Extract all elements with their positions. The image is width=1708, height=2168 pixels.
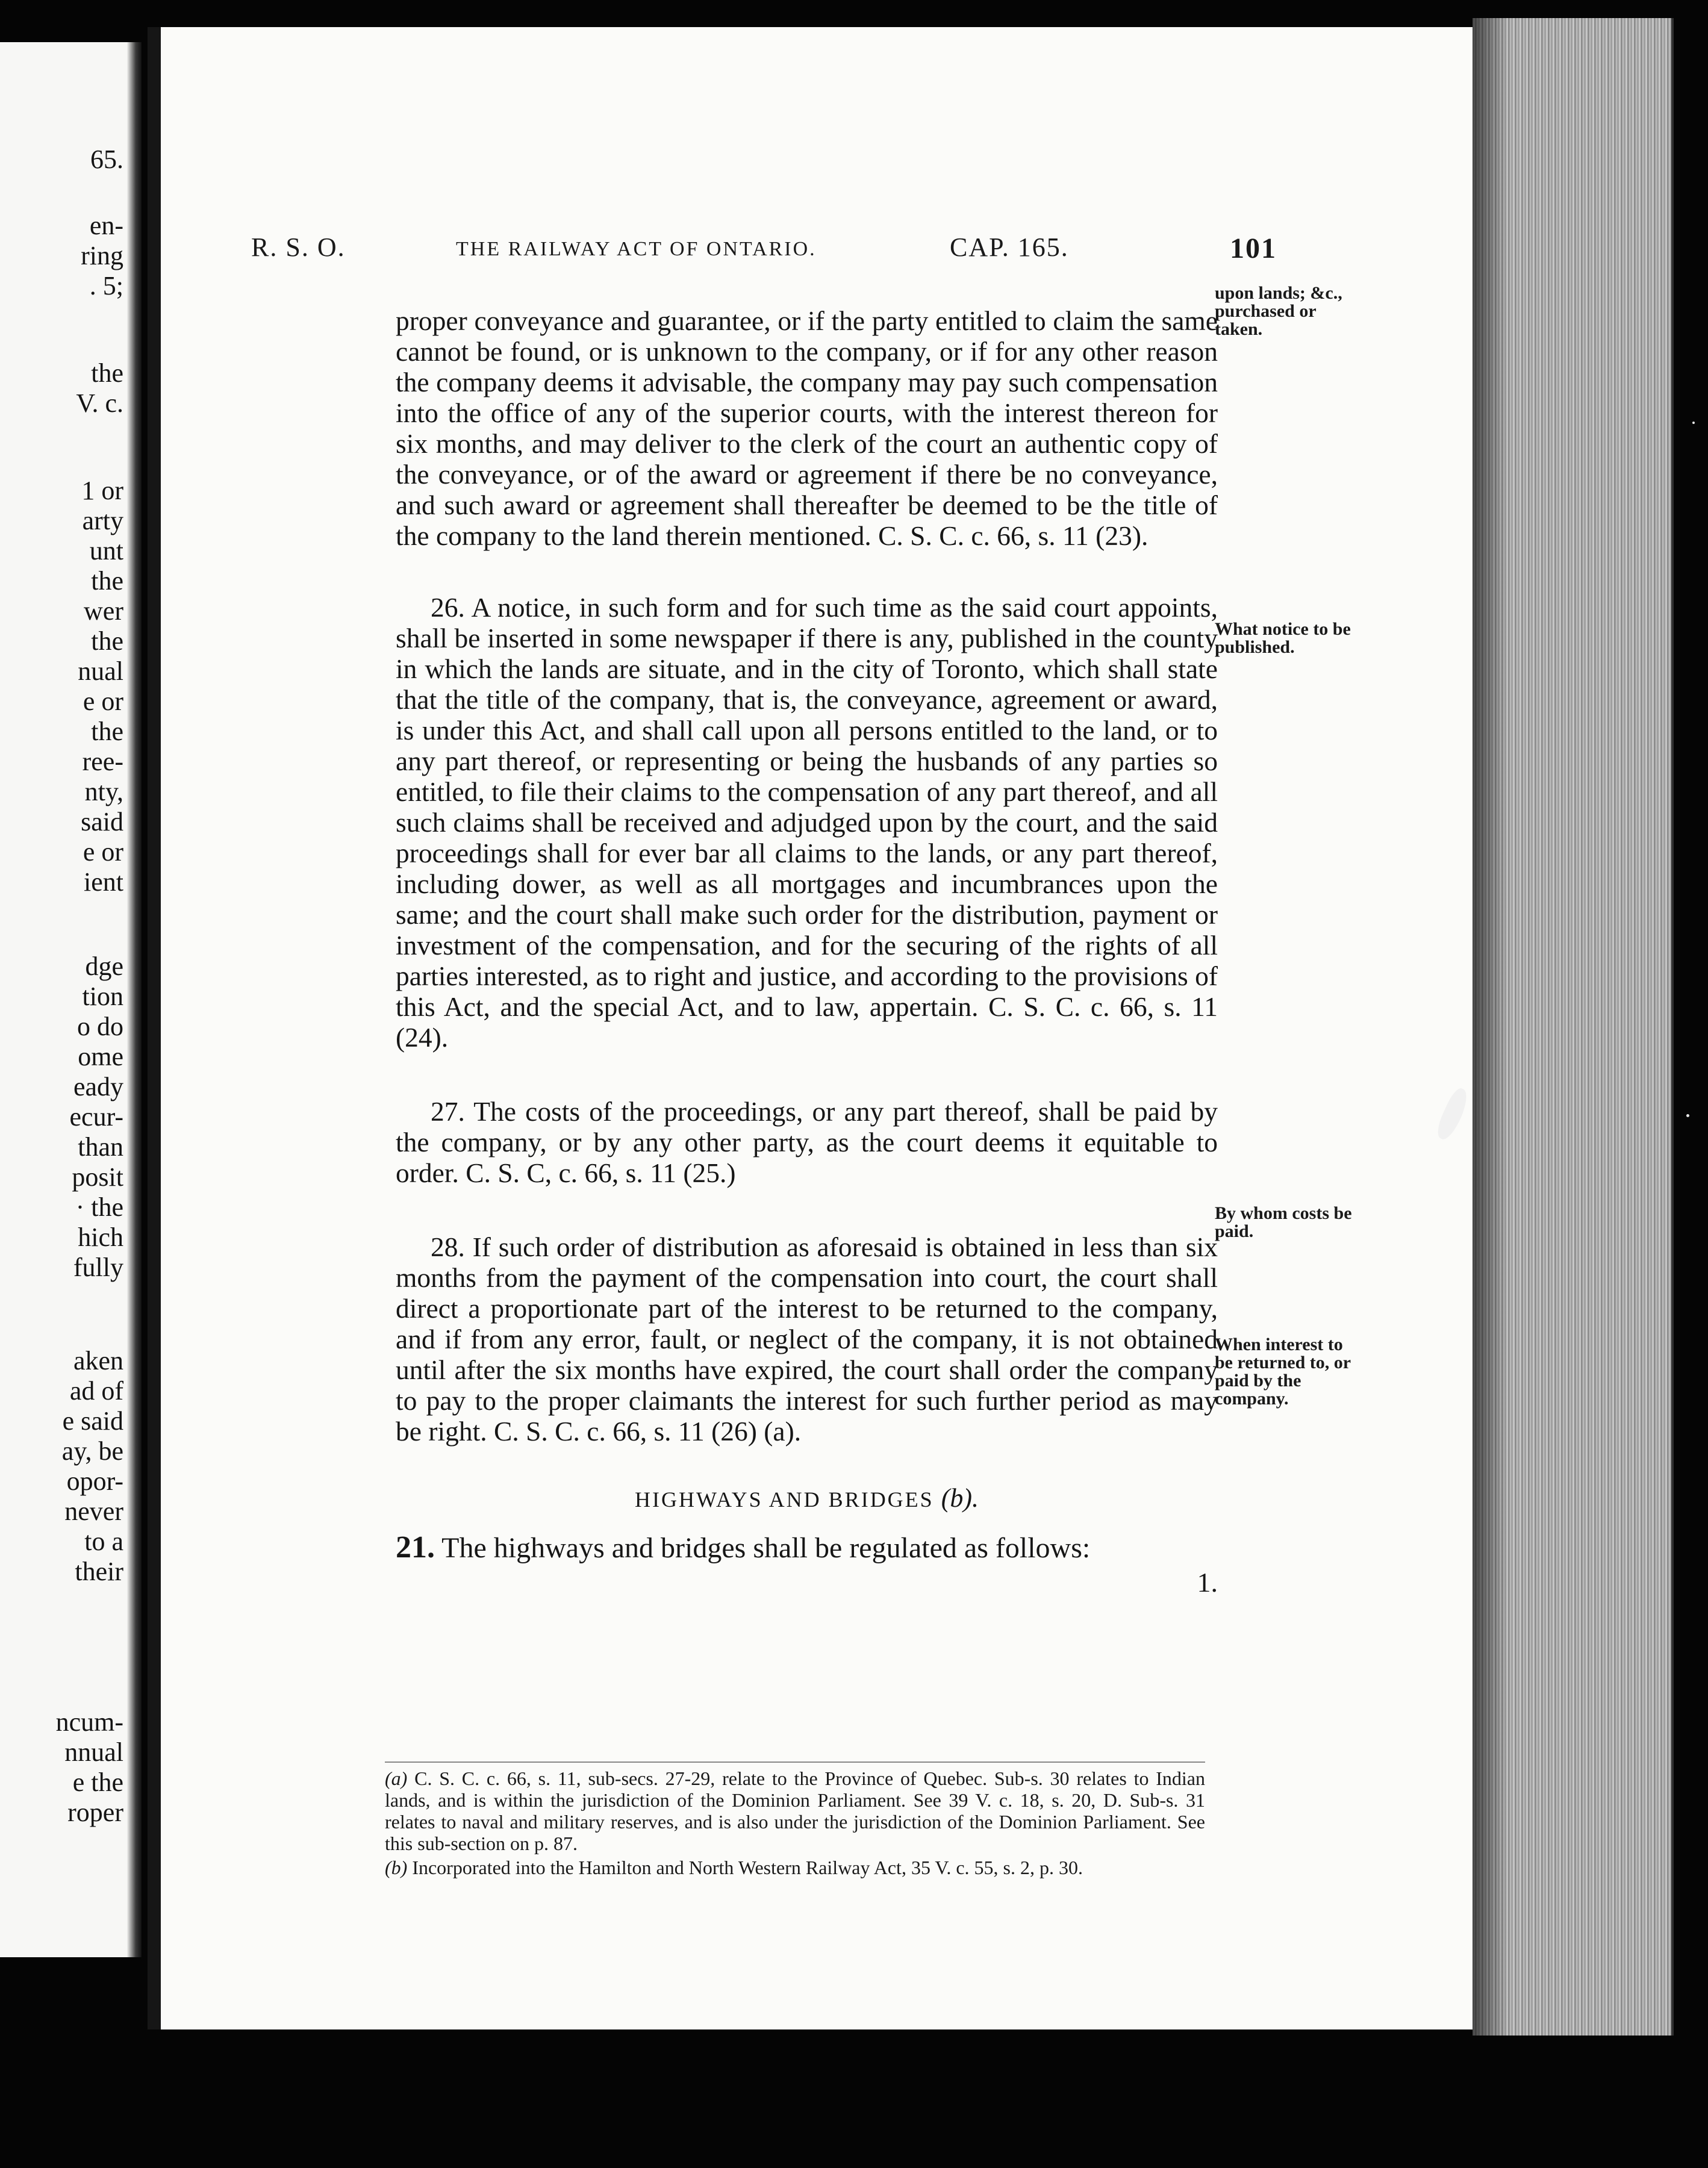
left-page-fragment: fully <box>73 1253 123 1282</box>
scan-speck <box>1692 422 1695 424</box>
left-page-fragment: nnual <box>64 1737 123 1767</box>
section-number: 21. <box>396 1530 435 1565</box>
left-page-fragment: en- <box>89 211 123 240</box>
left-page-fragment: . 5; <box>89 271 123 301</box>
left-page-gutter-shadow <box>127 42 142 1957</box>
left-page-fragment: · the <box>75 1192 123 1222</box>
left-facing-page <box>0 42 142 1957</box>
running-head-chapter: CAP. 165. <box>950 232 1069 262</box>
margin-note-interest: When interest to be returned to, or paid by the company. <box>1215 1335 1351 1409</box>
running-head-left: R. S. O. <box>251 232 346 262</box>
left-page-fragment: e or <box>83 687 123 716</box>
footnote-a <box>385 1768 1205 1854</box>
body-text <box>396 305 1218 1598</box>
left-page-fragment: ring <box>81 241 123 270</box>
section-21-lead <box>396 1532 1218 1563</box>
paper-smudge <box>1433 1086 1472 1142</box>
left-page-fragment: roper <box>67 1798 123 1827</box>
left-page-fragment: ient <box>84 867 123 897</box>
page-edge-stack <box>1473 18 1674 2036</box>
section-heading-text: HIGHWAYS AND BRIDGES <box>634 1487 934 1512</box>
margin-note-costs: By whom costs be paid. <box>1215 1203 1352 1241</box>
section-lead-text: The highways and bridges shall be regulated as follows: <box>441 1532 1091 1564</box>
left-page-fragment: nty, <box>84 777 123 806</box>
left-page-fragment: than <box>78 1132 123 1162</box>
left-page-fragment: o do <box>77 1012 123 1041</box>
left-page-fragment: ay, be <box>61 1436 123 1466</box>
left-page-fragment: ad of <box>69 1376 123 1406</box>
left-page-fragment: e said <box>62 1406 123 1436</box>
left-page-fragment: eady <box>73 1072 123 1101</box>
left-page-fragment: said <box>81 807 123 836</box>
left-page-fragment: posit <box>72 1162 123 1192</box>
left-page-fragment: 1 or <box>81 476 123 505</box>
scan-speck <box>1686 1114 1689 1117</box>
left-page-fragment: the <box>91 358 123 388</box>
left-page-fragment: e the <box>72 1768 123 1797</box>
footnote-a-mark: (a) <box>385 1768 408 1789</box>
left-page-fragment: the <box>91 626 123 656</box>
left-page-fragment: opor- <box>66 1466 123 1496</box>
footnote-a-text: C. S. C. c. 66, s. 11, sub-secs. 27-29, relate to the Province of Quebec. Sub-s. 30 relates to Indian lands, and is within the jurisdiction of the Dominion Parliament. See 39 V. c. 18, s. 20, D. Sub-s. 31 relates to naval and military reserves, and is also under the jurisdiction of the Dominion Parliament. See this sub-section on p. 87. <box>385 1768 1206 1854</box>
left-page-fragment: the <box>91 717 123 746</box>
left-page-fragment: ree- <box>82 747 123 776</box>
left-page-fragment: wer <box>84 596 123 626</box>
footnote-b <box>385 1857 1205 1878</box>
left-page-fragment: nual <box>78 656 123 686</box>
footnote-b-mark: (b) <box>385 1857 408 1878</box>
left-page-fragment: V. c. <box>76 388 123 418</box>
left-page-fragment: unt <box>89 536 123 565</box>
page-number: 101 <box>1230 232 1277 264</box>
margin-note-notice: What notice to be published. <box>1215 619 1351 657</box>
left-page-fragment: tion <box>82 982 123 1011</box>
left-page-fragment: ome <box>78 1042 123 1071</box>
page-edge-shadow <box>1473 18 1509 2036</box>
paragraph-continued: proper conveyance and guarantee, or if the party entitled to claim the same cannot be found, or is unknown to the company, or if for any other reason the company deems it advisable, the company may pay such compensation into the office of any of the superior courts, with the interest thereon for six months, and may deliver to the clerk of the court an authentic copy of the conveyance, or of the award or agreement if there be no conveyance, and such award or agreement shall thereafter be deemed to be the title of the company to the land therein mentioned. C. S. C. c. 66, s. 11 (23). <box>396 305 1218 551</box>
running-head-title: THE RAILWAY ACT OF ONTARIO. <box>456 238 817 260</box>
left-page-fragment: hich <box>78 1223 123 1252</box>
margin-note-lands: upon lands; &c., purchased or taken. <box>1215 283 1342 339</box>
footnotes <box>385 1762 1205 1878</box>
left-page-fragment: ncum- <box>55 1707 123 1737</box>
left-page-fragment: dge <box>85 952 123 981</box>
left-page-fragment: to a <box>84 1527 123 1556</box>
section-heading <box>396 1483 1218 1515</box>
paragraph-27: 27. The costs of the proceedings, or any part thereof, shall be paid by the company, or by any other party, as the court deems it equitable to order. C. S. C, c. 66, s. 11 (25.) <box>396 1096 1218 1188</box>
main-page <box>148 27 1473 2029</box>
left-page-fragment: ecur- <box>69 1102 123 1132</box>
left-page-fragment: e or <box>83 837 123 867</box>
left-page-fragment: never <box>64 1497 123 1526</box>
left-page-fragment: their <box>75 1557 123 1586</box>
left-page-fragment: the <box>91 566 123 596</box>
paragraph-28: 28. If such order of distribution as aforesaid is obtained in less than six months from the payment of the compensation into court, the court shall direct a proportionate part of the interest to be returned to the company, and if from any error, fault, or neglect of the company, it is not obtained until after the six months have expired, the court shall order the company to pay to the proper claimants the interest for such further period as may be right. C. S. C. c. 66, s. 11 (26) (a). <box>396 1232 1218 1447</box>
catchword: 1. <box>1197 1567 1218 1598</box>
footnote-b-text: Incorporated into the Hamilton and North Western Railway Act, 35 V. c. 55, s. 2, p. 30. <box>412 1857 1083 1878</box>
left-page-fragment: aken <box>73 1346 123 1375</box>
left-page-fragment: arty <box>82 506 123 535</box>
section-heading-note-ref: (b). <box>941 1483 979 1513</box>
paragraph-26: 26. A notice, in such form and for such time as the said court appoints, shall be inserted in some newspaper if there is any, published in the county in which the lands are situate, and in the city of Toronto, which shall state that the title of the company, that is, the conveyance, agreement or award, is under this Act, and shall call upon all persons entitled to the land, or to any part thereof, or representing or being the husbands of any parties so entitled, to file their claims to the compensation of any part thereof, and all such claims shall be received and adjudged upon by the court, and the said proceedings shall for ever bar all claims to the lands, or any part thereof, including dower, as well as all mortgages and incumbrances upon the same; and the court shall make such order for the distribution, payment or investment of the compensation, and for the securing of the rights of all parties interested, as to right and justice, and according to the provisions of this Act, and the special Act, and to law, appertain. C. S. C. c. 66, s. 11 (24). <box>396 592 1218 1053</box>
left-page-fragment: 65. <box>90 145 123 174</box>
